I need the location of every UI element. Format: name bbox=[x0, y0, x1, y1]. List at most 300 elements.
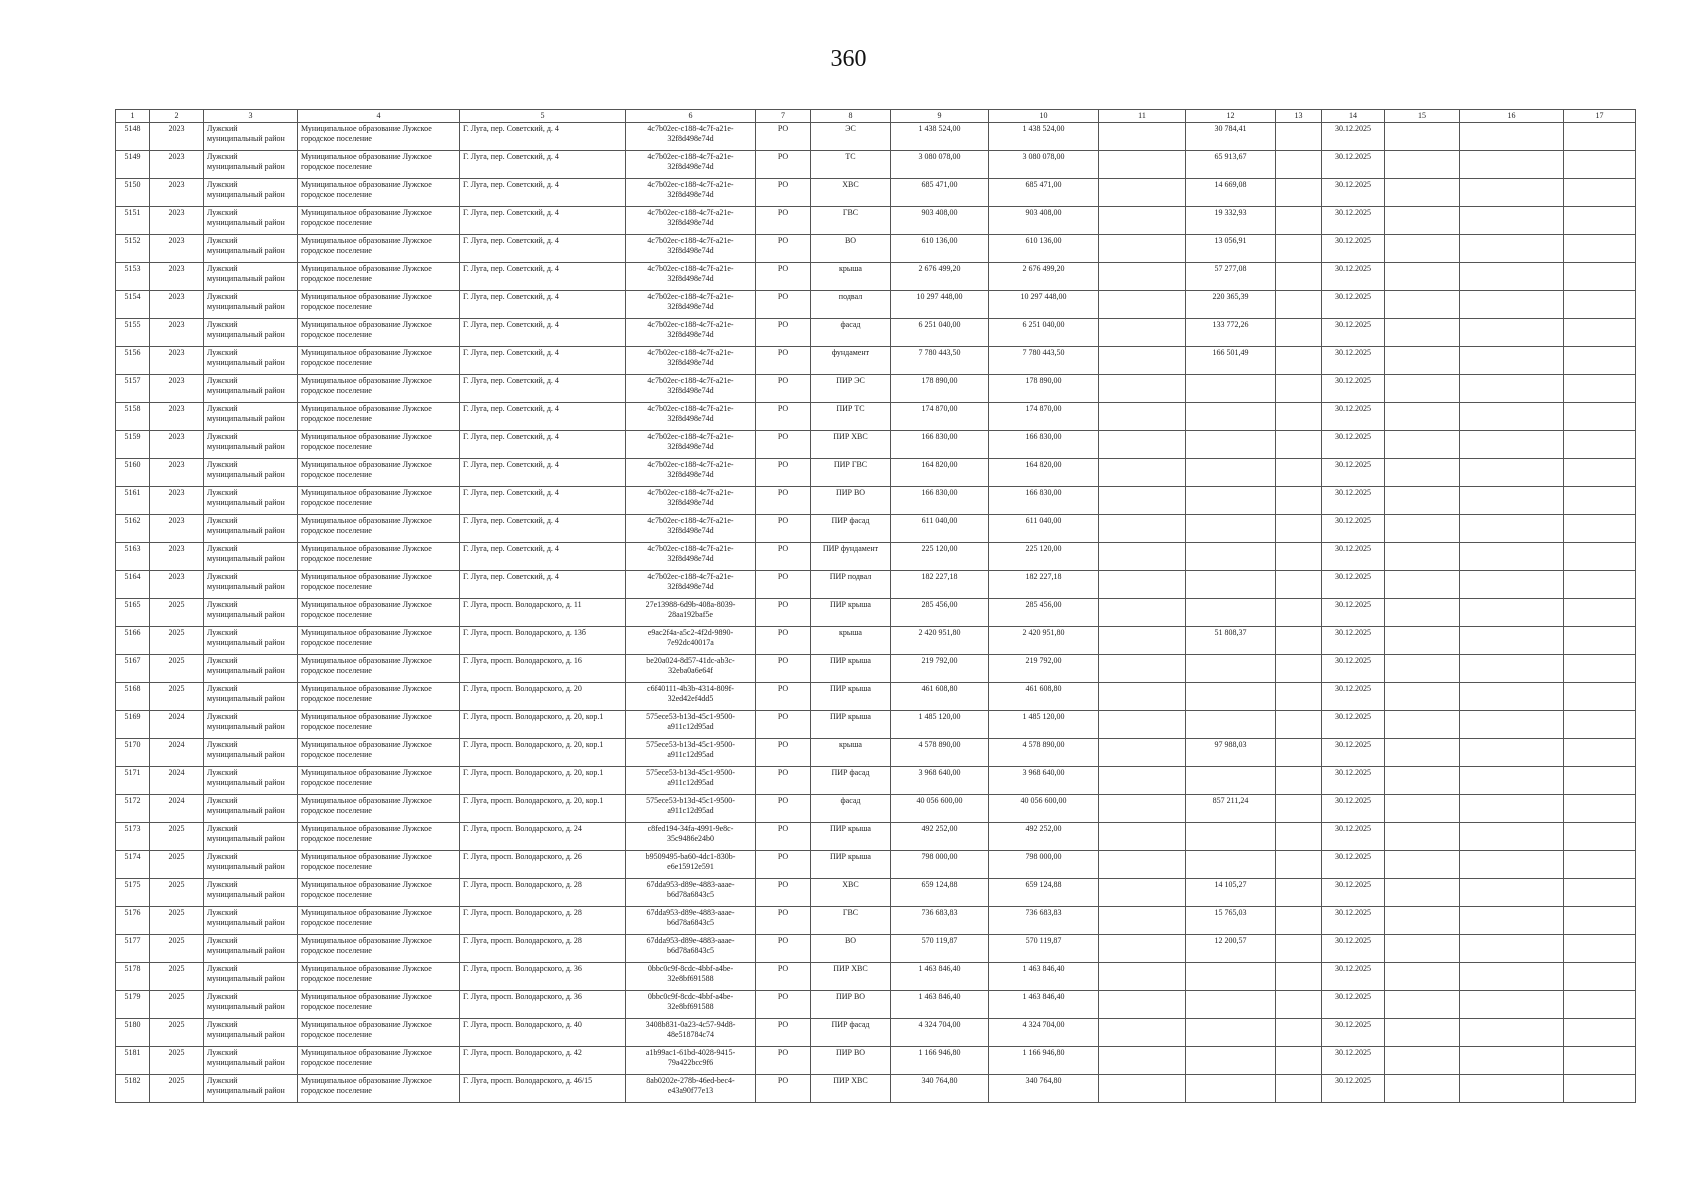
table-row bbox=[116, 403, 1636, 431]
table-cell-col-14: 30.12.2025 bbox=[1322, 375, 1385, 403]
table-cell-col-15 bbox=[1385, 403, 1460, 431]
table-cell-col-8: крыша bbox=[811, 739, 891, 767]
table-cell-col-13 bbox=[1276, 907, 1322, 935]
table-cell-col-2: 2025 bbox=[150, 627, 204, 655]
table-cell-col-13 bbox=[1276, 655, 1322, 683]
table-cell-col-4: Муниципальное образование Лужское городское поселение bbox=[298, 319, 460, 347]
table-cell-col-3: Лужский муниципальный район bbox=[204, 487, 298, 515]
table-cell-col-16 bbox=[1460, 235, 1564, 263]
table-cell-col-6: 4c7b02ec-c188-4c7f-a21e-32f8d498e74d bbox=[626, 291, 756, 319]
table-cell-col-17 bbox=[1564, 1019, 1636, 1047]
table-cell-col-7: РО bbox=[756, 1019, 811, 1047]
table-cell-col-6: 4c7b02ec-c188-4c7f-a21e-32f8d498e74d bbox=[626, 319, 756, 347]
table-cell-col-6: 4c7b02ec-c188-4c7f-a21e-32f8d498e74d bbox=[626, 431, 756, 459]
table-cell-col-12 bbox=[1186, 487, 1276, 515]
table-cell-col-4: Муниципальное образование Лужское городское поселение bbox=[298, 907, 460, 935]
table-cell-col-13 bbox=[1276, 515, 1322, 543]
table-cell-col-13 bbox=[1276, 935, 1322, 963]
table-cell-col-2: 2023 bbox=[150, 123, 204, 151]
table-cell-col-1: 5182 bbox=[116, 1075, 150, 1103]
table-cell-col-16 bbox=[1460, 879, 1564, 907]
table-cell-col-6: e9ac2f4a-a5c2-4f2d-9890-7e92dc40017a bbox=[626, 627, 756, 655]
table-cell-col-5: Г. Луга, пер. Советский, д. 4 bbox=[460, 431, 626, 459]
table-cell-col-10: 6 251 040,00 bbox=[989, 319, 1099, 347]
table-row bbox=[116, 179, 1636, 207]
table-cell-col-4: Муниципальное образование Лужское городское поселение bbox=[298, 179, 460, 207]
table-cell-col-9: 182 227,18 bbox=[891, 571, 989, 599]
table-cell-col-8: крыша bbox=[811, 627, 891, 655]
table-row bbox=[116, 627, 1636, 655]
table-cell-col-13 bbox=[1276, 795, 1322, 823]
table-cell-col-3: Лужский муниципальный район bbox=[204, 571, 298, 599]
table-cell-col-13 bbox=[1276, 711, 1322, 739]
table-cell-col-4: Муниципальное образование Лужское городское поселение bbox=[298, 1047, 460, 1075]
table-cell-col-16 bbox=[1460, 739, 1564, 767]
table-cell-col-5: Г. Луга, пер. Советский, д. 4 bbox=[460, 543, 626, 571]
table-cell-col-8: ПИР ВО bbox=[811, 1047, 891, 1075]
table-cell-col-17 bbox=[1564, 403, 1636, 431]
table-cell-col-5: Г. Луга, просп. Володарского, д. 28 bbox=[460, 907, 626, 935]
table-cell-col-6: 4c7b02ec-c188-4c7f-a21e-32f8d498e74d bbox=[626, 375, 756, 403]
table-cell-col-11 bbox=[1099, 431, 1186, 459]
table-cell-col-17 bbox=[1564, 963, 1636, 991]
table-cell-col-13 bbox=[1276, 431, 1322, 459]
table-cell-col-9: 4 578 890,00 bbox=[891, 739, 989, 767]
table-cell-col-3: Лужский муниципальный район bbox=[204, 767, 298, 795]
table-cell-col-9: 40 056 600,00 bbox=[891, 795, 989, 823]
table-cell-col-1: 5172 bbox=[116, 795, 150, 823]
table-cell-col-5: Г. Луга, пер. Советский, д. 4 bbox=[460, 571, 626, 599]
table-cell-col-17 bbox=[1564, 683, 1636, 711]
table-cell-col-2: 2025 bbox=[150, 935, 204, 963]
table-cell-col-14: 30.12.2025 bbox=[1322, 431, 1385, 459]
table-row bbox=[116, 571, 1636, 599]
table-cell-col-9: 1 438 524,00 bbox=[891, 123, 989, 151]
table-cell-col-12: 19 332,93 bbox=[1186, 207, 1276, 235]
table-cell-col-4: Муниципальное образование Лужское городское поселение bbox=[298, 375, 460, 403]
table-cell-col-12: 12 200,57 bbox=[1186, 935, 1276, 963]
table-cell-col-6: 4c7b02ec-c188-4c7f-a21e-32f8d498e74d bbox=[626, 235, 756, 263]
table-row bbox=[116, 655, 1636, 683]
table-cell-col-8: ПИР крыша bbox=[811, 851, 891, 879]
table-cell-col-9: 798 000,00 bbox=[891, 851, 989, 879]
column-number-1: 1 bbox=[116, 110, 150, 123]
table-cell-col-13 bbox=[1276, 767, 1322, 795]
table-cell-col-5: Г. Луга, пер. Советский, д. 4 bbox=[460, 459, 626, 487]
table-cell-col-6: 575ece53-b13d-45c1-9500-a911c12d95ad bbox=[626, 767, 756, 795]
table-cell-col-17 bbox=[1564, 991, 1636, 1019]
table-cell-col-10: 4 324 704,00 bbox=[989, 1019, 1099, 1047]
table-cell-col-10: 7 780 443,50 bbox=[989, 347, 1099, 375]
table-cell-col-4: Муниципальное образование Лужское городское поселение bbox=[298, 823, 460, 851]
table-cell-col-7: РО bbox=[756, 571, 811, 599]
table-cell-col-2: 2023 bbox=[150, 403, 204, 431]
table-cell-col-10: 166 830,00 bbox=[989, 431, 1099, 459]
table-cell-col-10: 178 890,00 bbox=[989, 375, 1099, 403]
table-cell-col-1: 5167 bbox=[116, 655, 150, 683]
table-cell-col-13 bbox=[1276, 263, 1322, 291]
table-cell-col-5: Г. Луга, просп. Володарского, д. 20, кор.1 bbox=[460, 795, 626, 823]
table-cell-col-4: Муниципальное образование Лужское городское поселение bbox=[298, 515, 460, 543]
table-cell-col-13 bbox=[1276, 571, 1322, 599]
table-cell-col-2: 2025 bbox=[150, 599, 204, 627]
table-row bbox=[116, 795, 1636, 823]
table-cell-col-15 bbox=[1385, 179, 1460, 207]
table-cell-col-17 bbox=[1564, 375, 1636, 403]
table-cell-col-7: РО bbox=[756, 795, 811, 823]
table-cell-col-12 bbox=[1186, 1047, 1276, 1075]
table-cell-col-7: РО bbox=[756, 179, 811, 207]
table-cell-col-15 bbox=[1385, 851, 1460, 879]
table-cell-col-9: 610 136,00 bbox=[891, 235, 989, 263]
table-cell-col-6: c6f40111-4b3b-4314-809f-32ed42ef4dd5 bbox=[626, 683, 756, 711]
table-cell-col-17 bbox=[1564, 907, 1636, 935]
table-row bbox=[116, 319, 1636, 347]
table-cell-col-11 bbox=[1099, 571, 1186, 599]
table-cell-col-11 bbox=[1099, 683, 1186, 711]
table-cell-col-2: 2025 bbox=[150, 991, 204, 1019]
table-cell-col-1: 5151 bbox=[116, 207, 150, 235]
table-cell-col-13 bbox=[1276, 599, 1322, 627]
table-cell-col-17 bbox=[1564, 627, 1636, 655]
table-cell-col-5: Г. Луга, просп. Володарского, д. 24 bbox=[460, 823, 626, 851]
table-cell-col-14: 30.12.2025 bbox=[1322, 179, 1385, 207]
table-cell-col-10: 3 080 078,00 bbox=[989, 151, 1099, 179]
table-cell-col-7: РО bbox=[756, 627, 811, 655]
table-cell-col-7: РО bbox=[756, 879, 811, 907]
table-cell-col-17 bbox=[1564, 151, 1636, 179]
table-cell-col-3: Лужский муниципальный район bbox=[204, 739, 298, 767]
column-number-11: 11 bbox=[1099, 110, 1186, 123]
table-cell-col-6: 0bbc0c9f-8cdc-4bbf-a4be-32e8bf691588 bbox=[626, 991, 756, 1019]
table-cell-col-9: 285 456,00 bbox=[891, 599, 989, 627]
table-cell-col-11 bbox=[1099, 235, 1186, 263]
table-cell-col-17 bbox=[1564, 179, 1636, 207]
table-cell-col-13 bbox=[1276, 851, 1322, 879]
table-cell-col-10: 798 000,00 bbox=[989, 851, 1099, 879]
table-cell-col-7: РО bbox=[756, 515, 811, 543]
table-cell-col-12: 14 669,08 bbox=[1186, 179, 1276, 207]
table-cell-col-13 bbox=[1276, 179, 1322, 207]
table-cell-col-6: 4c7b02ec-c188-4c7f-a21e-32f8d498e74d bbox=[626, 347, 756, 375]
table-cell-col-16 bbox=[1460, 179, 1564, 207]
table-cell-col-16 bbox=[1460, 291, 1564, 319]
table-cell-col-13 bbox=[1276, 291, 1322, 319]
table-cell-col-3: Лужский муниципальный район bbox=[204, 1019, 298, 1047]
table-cell-col-15 bbox=[1385, 1047, 1460, 1075]
table-cell-col-11 bbox=[1099, 907, 1186, 935]
table-cell-col-5: Г. Луга, просп. Володарского, д. 46/15 bbox=[460, 1075, 626, 1103]
column-number-8: 8 bbox=[811, 110, 891, 123]
table-cell-col-1: 5152 bbox=[116, 235, 150, 263]
table-cell-col-13 bbox=[1276, 487, 1322, 515]
table-cell-col-5: Г. Луга, пер. Советский, д. 4 bbox=[460, 515, 626, 543]
table-cell-col-10: 659 124,88 bbox=[989, 879, 1099, 907]
table-cell-col-8: ГВС bbox=[811, 207, 891, 235]
table-row bbox=[116, 1047, 1636, 1075]
table-cell-col-5: Г. Луга, пер. Советский, д. 4 bbox=[460, 151, 626, 179]
table-cell-col-12: 14 105,27 bbox=[1186, 879, 1276, 907]
table-cell-col-11 bbox=[1099, 739, 1186, 767]
table-cell-col-15 bbox=[1385, 207, 1460, 235]
table-cell-col-11 bbox=[1099, 319, 1186, 347]
table-cell-col-3: Лужский муниципальный район bbox=[204, 655, 298, 683]
table-cell-col-13 bbox=[1276, 683, 1322, 711]
table-cell-col-6: 4c7b02ec-c188-4c7f-a21e-32f8d498e74d bbox=[626, 571, 756, 599]
table-cell-col-11 bbox=[1099, 879, 1186, 907]
table-cell-col-1: 5173 bbox=[116, 823, 150, 851]
table-cell-col-2: 2023 bbox=[150, 319, 204, 347]
table-cell-col-13 bbox=[1276, 1075, 1322, 1103]
table-cell-col-14: 30.12.2025 bbox=[1322, 487, 1385, 515]
table-cell-col-17 bbox=[1564, 739, 1636, 767]
table-cell-col-6: 4c7b02ec-c188-4c7f-a21e-32f8d498e74d bbox=[626, 459, 756, 487]
table-cell-col-13 bbox=[1276, 1047, 1322, 1075]
table-cell-col-1: 5171 bbox=[116, 767, 150, 795]
table-cell-col-3: Лужский муниципальный район bbox=[204, 795, 298, 823]
table-cell-col-16 bbox=[1460, 515, 1564, 543]
table-cell-col-15 bbox=[1385, 291, 1460, 319]
table-cell-col-12 bbox=[1186, 711, 1276, 739]
table-cell-col-13 bbox=[1276, 403, 1322, 431]
table-cell-col-15 bbox=[1385, 487, 1460, 515]
table-cell-col-9: 570 119,87 bbox=[891, 935, 989, 963]
table-cell-col-9: 2 676 499,20 bbox=[891, 263, 989, 291]
table-cell-col-4: Муниципальное образование Лужское городское поселение bbox=[298, 543, 460, 571]
table-cell-col-15 bbox=[1385, 123, 1460, 151]
table-cell-col-7: РО bbox=[756, 935, 811, 963]
table-cell-col-4: Муниципальное образование Лужское городское поселение bbox=[298, 851, 460, 879]
table-row bbox=[116, 935, 1636, 963]
table-cell-col-12 bbox=[1186, 431, 1276, 459]
table-row bbox=[116, 1019, 1636, 1047]
table-cell-col-11 bbox=[1099, 375, 1186, 403]
table-cell-col-8: фасад bbox=[811, 319, 891, 347]
table-cell-col-16 bbox=[1460, 935, 1564, 963]
table-cell-col-1: 5164 bbox=[116, 571, 150, 599]
table-cell-col-9: 10 297 448,00 bbox=[891, 291, 989, 319]
table-cell-col-12: 220 365,39 bbox=[1186, 291, 1276, 319]
table-cell-col-17 bbox=[1564, 543, 1636, 571]
table-cell-col-5: Г. Луга, пер. Советский, д. 4 bbox=[460, 487, 626, 515]
table-cell-col-10: 340 764,80 bbox=[989, 1075, 1099, 1103]
table-cell-col-4: Муниципальное образование Лужское городское поселение bbox=[298, 347, 460, 375]
table-cell-col-4: Муниципальное образование Лужское городское поселение bbox=[298, 431, 460, 459]
table-cell-col-7: РО bbox=[756, 431, 811, 459]
table-row bbox=[116, 151, 1636, 179]
table-cell-col-13 bbox=[1276, 823, 1322, 851]
table-cell-col-3: Лужский муниципальный район bbox=[204, 963, 298, 991]
table-cell-col-14: 30.12.2025 bbox=[1322, 235, 1385, 263]
table-cell-col-6: 4c7b02ec-c188-4c7f-a21e-32f8d498e74d bbox=[626, 123, 756, 151]
table-cell-col-3: Лужский муниципальный район bbox=[204, 179, 298, 207]
table-cell-col-4: Муниципальное образование Лужское городское поселение bbox=[298, 767, 460, 795]
table-cell-col-8: ПИР ЭС bbox=[811, 375, 891, 403]
table-cell-col-9: 659 124,88 bbox=[891, 879, 989, 907]
table-cell-col-5: Г. Луга, просп. Володарского, д. 11 bbox=[460, 599, 626, 627]
table-cell-col-17 bbox=[1564, 1075, 1636, 1103]
table-cell-col-4: Муниципальное образование Лужское городское поселение bbox=[298, 599, 460, 627]
table-cell-col-14: 30.12.2025 bbox=[1322, 767, 1385, 795]
table-cell-col-12 bbox=[1186, 655, 1276, 683]
table-cell-col-14: 30.12.2025 bbox=[1322, 347, 1385, 375]
table-cell-col-4: Муниципальное образование Лужское городское поселение bbox=[298, 123, 460, 151]
column-number-6: 6 bbox=[626, 110, 756, 123]
table-cell-col-2: 2023 bbox=[150, 235, 204, 263]
table-cell-col-15 bbox=[1385, 515, 1460, 543]
table-cell-col-13 bbox=[1276, 991, 1322, 1019]
table-row bbox=[116, 235, 1636, 263]
table-cell-col-7: РО bbox=[756, 655, 811, 683]
table-cell-col-11 bbox=[1099, 263, 1186, 291]
table-cell-col-8: ПИР крыша bbox=[811, 683, 891, 711]
table-row bbox=[116, 739, 1636, 767]
table-cell-col-6: 4c7b02ec-c188-4c7f-a21e-32f8d498e74d bbox=[626, 207, 756, 235]
table-cell-col-1: 5157 bbox=[116, 375, 150, 403]
table-cell-col-17 bbox=[1564, 431, 1636, 459]
table-cell-col-12 bbox=[1186, 543, 1276, 571]
table-cell-col-16 bbox=[1460, 123, 1564, 151]
table-cell-col-11 bbox=[1099, 123, 1186, 151]
table-cell-col-10: 736 683,83 bbox=[989, 907, 1099, 935]
table-cell-col-4: Муниципальное образование Лужское городское поселение bbox=[298, 487, 460, 515]
table-cell-col-10: 611 040,00 bbox=[989, 515, 1099, 543]
table-cell-col-12: 57 277,08 bbox=[1186, 263, 1276, 291]
table-cell-col-17 bbox=[1564, 263, 1636, 291]
table-cell-col-10: 174 870,00 bbox=[989, 403, 1099, 431]
table-cell-col-16 bbox=[1460, 1019, 1564, 1047]
table-cell-col-11 bbox=[1099, 599, 1186, 627]
table-cell-col-17 bbox=[1564, 235, 1636, 263]
table-cell-col-9: 2 420 951,80 bbox=[891, 627, 989, 655]
table-cell-col-7: РО bbox=[756, 347, 811, 375]
table-cell-col-13 bbox=[1276, 375, 1322, 403]
table-cell-col-6: 4c7b02ec-c188-4c7f-a21e-32f8d498e74d bbox=[626, 403, 756, 431]
table-cell-col-3: Лужский муниципальный район bbox=[204, 151, 298, 179]
table-cell-col-2: 2025 bbox=[150, 851, 204, 879]
table-cell-col-10: 10 297 448,00 bbox=[989, 291, 1099, 319]
table-cell-col-2: 2024 bbox=[150, 711, 204, 739]
table-cell-col-17 bbox=[1564, 571, 1636, 599]
table-cell-col-4: Муниципальное образование Лужское городское поселение bbox=[298, 739, 460, 767]
table-cell-col-10: 4 578 890,00 bbox=[989, 739, 1099, 767]
table-cell-col-14: 30.12.2025 bbox=[1322, 739, 1385, 767]
table-cell-col-5: Г. Луга, просп. Володарского, д. 13б bbox=[460, 627, 626, 655]
table-cell-col-10: 285 456,00 bbox=[989, 599, 1099, 627]
table-cell-col-4: Муниципальное образование Лужское городское поселение bbox=[298, 683, 460, 711]
table-cell-col-4: Муниципальное образование Лужское городское поселение bbox=[298, 1019, 460, 1047]
table-row bbox=[116, 1075, 1636, 1103]
table-cell-col-13 bbox=[1276, 627, 1322, 655]
table-cell-col-9: 178 890,00 bbox=[891, 375, 989, 403]
table-cell-col-15 bbox=[1385, 1075, 1460, 1103]
table-cell-col-10: 166 830,00 bbox=[989, 487, 1099, 515]
table-cell-col-4: Муниципальное образование Лужское городское поселение bbox=[298, 795, 460, 823]
table-cell-col-9: 903 408,00 bbox=[891, 207, 989, 235]
table-cell-col-6: 0bbc0c9f-8cdc-4bbf-a4be-32e8bf691588 bbox=[626, 963, 756, 991]
table-cell-col-9: 3 968 640,00 bbox=[891, 767, 989, 795]
table-cell-col-14: 30.12.2025 bbox=[1322, 627, 1385, 655]
table-cell-col-11 bbox=[1099, 1047, 1186, 1075]
table-cell-col-6: 4c7b02ec-c188-4c7f-a21e-32f8d498e74d bbox=[626, 151, 756, 179]
table-cell-col-7: РО bbox=[756, 235, 811, 263]
table-cell-col-2: 2023 bbox=[150, 375, 204, 403]
table-cell-col-14: 30.12.2025 bbox=[1322, 963, 1385, 991]
table-cell-col-6: 67dda953-d89e-4883-aaae-b6d78a6843c5 bbox=[626, 907, 756, 935]
table-cell-col-3: Лужский муниципальный район bbox=[204, 263, 298, 291]
table-row bbox=[116, 263, 1636, 291]
table-cell-col-3: Лужский муниципальный район bbox=[204, 543, 298, 571]
table-cell-col-11 bbox=[1099, 655, 1186, 683]
table-cell-col-1: 5168 bbox=[116, 683, 150, 711]
table-cell-col-11 bbox=[1099, 991, 1186, 1019]
table-cell-col-6: 67dda953-d89e-4883-aaae-b6d78a6843c5 bbox=[626, 935, 756, 963]
table-cell-col-3: Лужский муниципальный район bbox=[204, 907, 298, 935]
table-row bbox=[116, 599, 1636, 627]
table-row bbox=[116, 291, 1636, 319]
column-number-12: 12 bbox=[1186, 110, 1276, 123]
table-cell-col-9: 3 080 078,00 bbox=[891, 151, 989, 179]
table-cell-col-3: Лужский муниципальный район bbox=[204, 515, 298, 543]
table-cell-col-3: Лужский муниципальный район bbox=[204, 123, 298, 151]
table-cell-col-4: Муниципальное образование Лужское городское поселение bbox=[298, 963, 460, 991]
table-cell-col-7: РО bbox=[756, 739, 811, 767]
column-number-3: 3 bbox=[204, 110, 298, 123]
table-cell-col-1: 5180 bbox=[116, 1019, 150, 1047]
table-cell-col-15 bbox=[1385, 991, 1460, 1019]
table-cell-col-15 bbox=[1385, 823, 1460, 851]
table-cell-col-17 bbox=[1564, 599, 1636, 627]
table-row bbox=[116, 879, 1636, 907]
table-cell-col-4: Муниципальное образование Лужское городское поселение bbox=[298, 263, 460, 291]
table-cell-col-10: 492 252,00 bbox=[989, 823, 1099, 851]
table-cell-col-8: ПИР ГВС bbox=[811, 459, 891, 487]
table-cell-col-5: Г. Луга, просп. Володарского, д. 20, кор.1 bbox=[460, 739, 626, 767]
table-cell-col-9: 1 463 846,40 bbox=[891, 991, 989, 1019]
table-cell-col-5: Г. Луга, просп. Володарского, д. 36 bbox=[460, 991, 626, 1019]
table-cell-col-11 bbox=[1099, 935, 1186, 963]
table-cell-col-12 bbox=[1186, 403, 1276, 431]
table-cell-col-11 bbox=[1099, 179, 1186, 207]
table-cell-col-7: РО bbox=[756, 123, 811, 151]
table-cell-col-6: 4c7b02ec-c188-4c7f-a21e-32f8d498e74d bbox=[626, 263, 756, 291]
table-cell-col-10: 1 485 120,00 bbox=[989, 711, 1099, 739]
table-cell-col-16 bbox=[1460, 711, 1564, 739]
table-cell-col-17 bbox=[1564, 123, 1636, 151]
table-cell-col-7: РО bbox=[756, 459, 811, 487]
table-cell-col-12 bbox=[1186, 459, 1276, 487]
table-cell-col-14: 30.12.2025 bbox=[1322, 151, 1385, 179]
table-cell-col-5: Г. Луга, просп. Володарского, д. 42 bbox=[460, 1047, 626, 1075]
table-cell-col-11 bbox=[1099, 963, 1186, 991]
table-cell-col-2: 2025 bbox=[150, 683, 204, 711]
table-cell-col-9: 166 830,00 bbox=[891, 431, 989, 459]
table-cell-col-4: Муниципальное образование Лужское городское поселение bbox=[298, 711, 460, 739]
table-cell-col-8: ТС bbox=[811, 151, 891, 179]
table-cell-col-2: 2025 bbox=[150, 963, 204, 991]
table-cell-col-15 bbox=[1385, 739, 1460, 767]
table-cell-col-3: Лужский муниципальный район bbox=[204, 683, 298, 711]
table-cell-col-1: 5156 bbox=[116, 347, 150, 375]
table-cell-col-1: 5160 bbox=[116, 459, 150, 487]
table-cell-col-8: ПИР ВО bbox=[811, 487, 891, 515]
table-cell-col-17 bbox=[1564, 515, 1636, 543]
table-cell-col-1: 5179 bbox=[116, 991, 150, 1019]
table-cell-col-3: Лужский муниципальный район bbox=[204, 431, 298, 459]
table-cell-col-5: Г. Луга, пер. Советский, д. 4 bbox=[460, 375, 626, 403]
table-cell-col-8: подвал bbox=[811, 291, 891, 319]
table-cell-col-1: 5174 bbox=[116, 851, 150, 879]
